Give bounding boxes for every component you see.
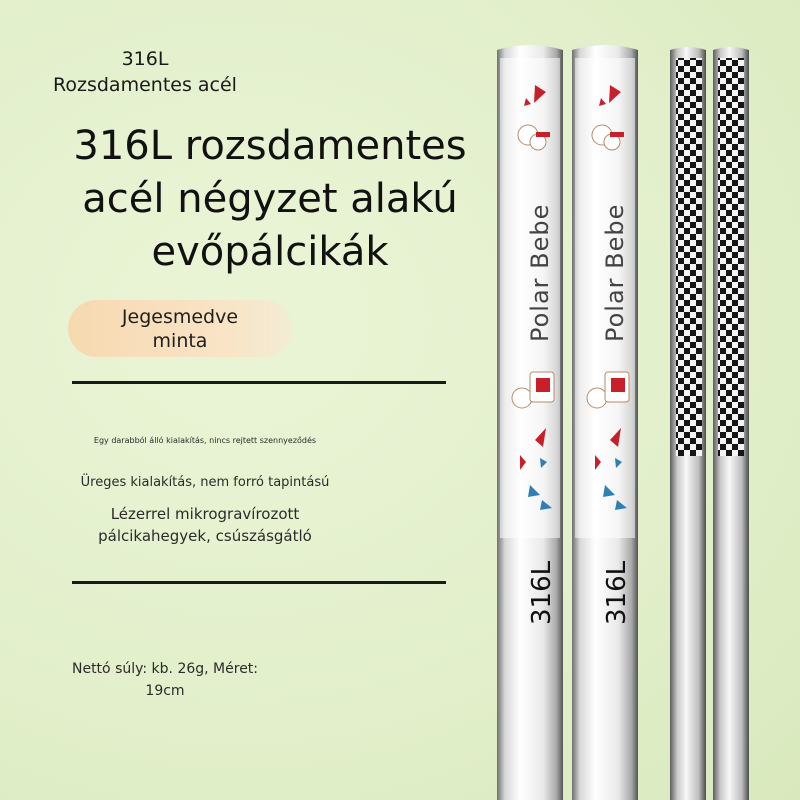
- feature-hollow: Üreges kialakítás, nem forró tapintású: [80, 475, 330, 490]
- checkerboard-pattern: [718, 58, 744, 456]
- feature-one-piece: Egy darabból álló kialakítás, nincs rejtett szennyeződés: [93, 436, 317, 445]
- material-label-material: Rozsdamentes acél: [53, 74, 237, 96]
- chopstick-polar-2: [572, 45, 638, 800]
- material-label-grade: 316L: [121, 48, 169, 70]
- title-line-3: evőpálcikák: [151, 229, 389, 275]
- chopstick-polar-1: [497, 45, 563, 800]
- brand-text: Polar Bebe: [601, 203, 629, 342]
- title-line-1: 316L rozsdamentes: [73, 123, 467, 169]
- feature-laser-line-1: Lézerrel mikrogravírozott: [110, 505, 300, 523]
- checkerboard-pattern: [676, 58, 702, 456]
- grade-mark: 316L: [527, 560, 557, 625]
- spec-line-1: Nettó súly: kb. 26g, Méret:: [71, 661, 259, 677]
- pattern-badge-line-1: Jegesmedve: [121, 305, 239, 328]
- grade-mark: 316L: [602, 560, 632, 625]
- feature-laser-line-2: pálcikahegyek, csúszásgátló: [98, 527, 312, 545]
- title-line-2: acél négyzet alakú: [82, 176, 458, 222]
- spec-line-2: 19cm: [145, 683, 185, 699]
- chopstick-checker-1: [670, 47, 706, 800]
- chopstick-checker-2: [713, 47, 749, 800]
- pattern-badge-line-2: minta: [152, 329, 208, 352]
- brand-text: Polar Bebe: [526, 203, 554, 342]
